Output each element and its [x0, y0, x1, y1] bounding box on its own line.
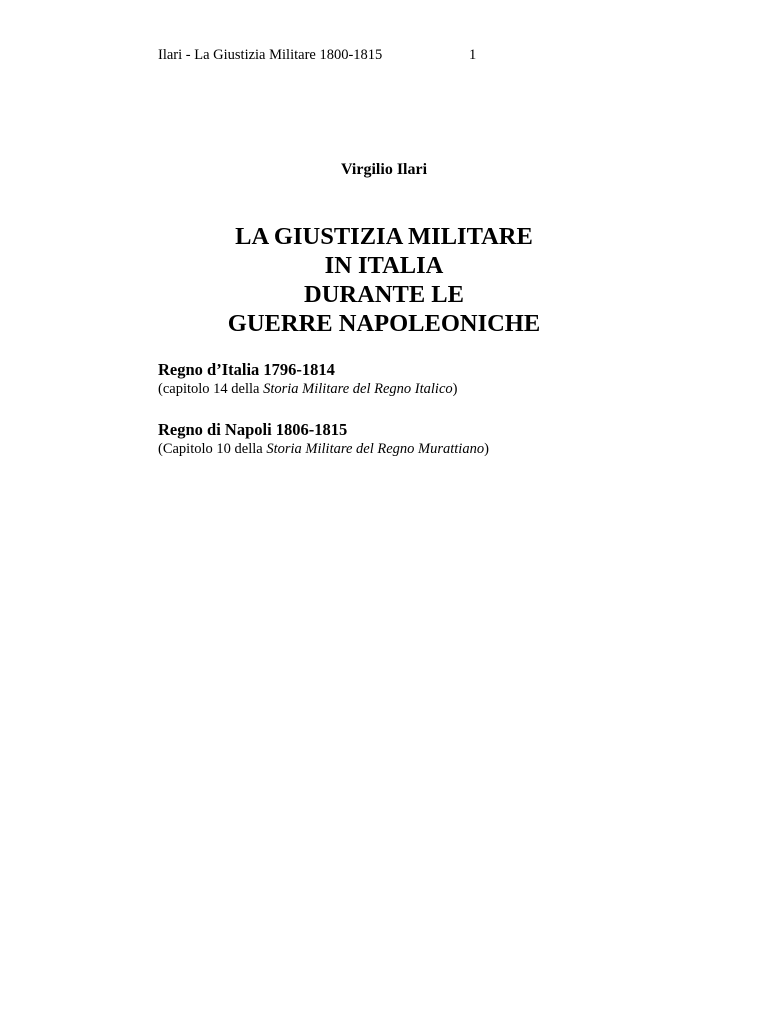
- page-number: 1: [469, 47, 477, 63]
- title-line-2: IN ITALIA: [324, 252, 444, 279]
- main-title: [0, 222, 768, 338]
- note-suffix: ): [484, 441, 489, 457]
- section-heading: Regno d’Italia 1796-1814: [158, 360, 335, 379]
- title-line-4: GUERRE NAPOLEONICHE: [227, 310, 541, 337]
- running-title: Ilari - La Giustizia Militare 1800-1815: [158, 47, 383, 63]
- section-heading: Regno di Napoli 1806-1815: [158, 420, 348, 439]
- note-suffix: ): [452, 381, 458, 397]
- author-name: Virgilio Ilari: [340, 161, 428, 178]
- title-line-1: LA GIUSTIZIA MILITARE: [235, 223, 533, 250]
- section-regno-italia: [158, 360, 678, 399]
- note-prefix: (capitolo 14 della: [158, 381, 264, 397]
- title-line-3: DURANTE LE: [304, 281, 464, 308]
- book-title: Storia Militare del Regno Italico: [263, 381, 453, 397]
- section-regno-napoli: [158, 420, 678, 459]
- section-note: [158, 440, 678, 459]
- section-note: [158, 380, 678, 399]
- note-prefix: (Capitolo 10 della: [158, 441, 267, 457]
- book-title: Storia Militare del Regno Murattiano: [266, 441, 485, 457]
